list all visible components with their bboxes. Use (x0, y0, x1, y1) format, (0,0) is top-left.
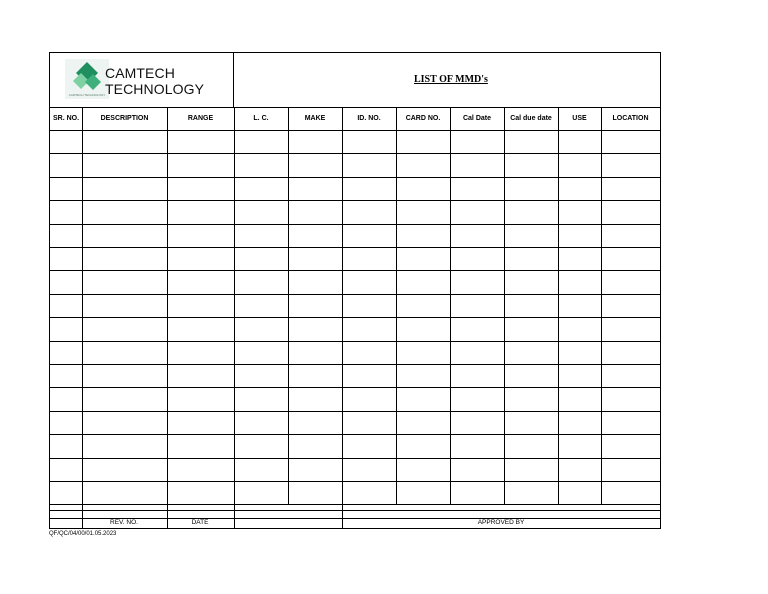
table-cell[interactable] (82, 317, 167, 340)
grid-line (396, 107, 397, 504)
table-cell[interactable] (167, 364, 234, 387)
document-number: QF/QC/04/00/01.05.2023 (49, 531, 117, 537)
table-cell[interactable] (234, 130, 288, 153)
form-title: LIST OF MMD's (414, 74, 488, 85)
table-cell[interactable] (450, 224, 504, 247)
table-cell[interactable] (601, 458, 660, 481)
table-cell[interactable] (450, 364, 504, 387)
table-cell[interactable] (167, 294, 234, 317)
table-cell[interactable] (342, 481, 396, 504)
table-cell[interactable] (234, 294, 288, 317)
table-cell[interactable] (234, 270, 288, 293)
column-header: USE (572, 115, 587, 122)
table-cell[interactable] (234, 177, 288, 200)
table-cell[interactable] (167, 317, 234, 340)
table-cell[interactable] (342, 130, 396, 153)
table-cell[interactable] (50, 270, 82, 293)
grid-line (558, 107, 559, 504)
table-cell[interactable] (288, 387, 342, 410)
grid-line (50, 364, 660, 365)
table-cell[interactable] (558, 458, 601, 481)
table-cell[interactable] (504, 434, 558, 457)
table-cell[interactable] (504, 270, 558, 293)
table-cell[interactable] (82, 411, 167, 434)
table-cell[interactable] (288, 270, 342, 293)
table-cell[interactable] (288, 224, 342, 247)
table-cell[interactable] (342, 434, 396, 457)
table-cell[interactable] (234, 247, 288, 270)
table-cell[interactable] (558, 153, 601, 176)
rev-no-label: REV. NO. (110, 519, 138, 526)
grid-line (504, 107, 505, 504)
column-header: ID. NO. (357, 115, 381, 122)
grid-line (233, 53, 234, 107)
table-cell[interactable] (558, 177, 601, 200)
table-cell[interactable] (82, 434, 167, 457)
table-cell[interactable] (50, 224, 82, 247)
table-cell[interactable] (234, 200, 288, 223)
table-cell[interactable] (82, 341, 167, 364)
grid-line (50, 504, 660, 505)
table-cell[interactable] (50, 294, 82, 317)
table-cell[interactable] (50, 153, 82, 176)
table-cell[interactable] (450, 200, 504, 223)
table-cell[interactable] (167, 411, 234, 434)
grid-line (50, 387, 660, 388)
table-cell[interactable] (342, 364, 396, 387)
table-cell[interactable] (167, 387, 234, 410)
table-row (50, 153, 660, 176)
table-cell[interactable] (50, 411, 82, 434)
table-cell[interactable] (342, 270, 396, 293)
table-cell[interactable] (342, 153, 396, 176)
table-cell[interactable] (396, 294, 450, 317)
table-cell[interactable] (167, 130, 234, 153)
table-cell[interactable] (558, 317, 601, 340)
table-cell[interactable] (50, 364, 82, 387)
table-cell[interactable] (288, 364, 342, 387)
table-cell[interactable] (288, 458, 342, 481)
table-cell[interactable] (167, 153, 234, 176)
table-cell[interactable] (601, 481, 660, 504)
table-cell[interactable] (342, 294, 396, 317)
table-cell[interactable] (342, 224, 396, 247)
table-cell[interactable] (504, 130, 558, 153)
table-cell[interactable] (601, 317, 660, 340)
table-cell[interactable] (167, 270, 234, 293)
grid-line (50, 341, 660, 342)
camtech-logo-icon (65, 59, 109, 99)
table-cell[interactable] (82, 364, 167, 387)
grid-line (50, 247, 660, 248)
table-row (50, 434, 660, 457)
table-cell[interactable] (82, 294, 167, 317)
table-cell[interactable] (558, 294, 601, 317)
table-cell[interactable] (288, 317, 342, 340)
table-cell[interactable] (504, 177, 558, 200)
table-cell[interactable] (342, 458, 396, 481)
table-cell[interactable] (504, 224, 558, 247)
table-cell[interactable] (50, 317, 82, 340)
table-cell[interactable] (558, 130, 601, 153)
table-cell[interactable] (504, 387, 558, 410)
table-row (50, 317, 660, 340)
table-cell[interactable] (234, 458, 288, 481)
table-cell[interactable] (342, 317, 396, 340)
table-cell[interactable] (601, 341, 660, 364)
grid-line (342, 504, 343, 528)
table-cell[interactable] (234, 317, 288, 340)
grid-line (50, 107, 660, 108)
grid-line (50, 481, 660, 482)
table-cell[interactable] (396, 270, 450, 293)
table-cell[interactable] (601, 247, 660, 270)
table-row (50, 224, 660, 247)
grid-line (50, 224, 660, 225)
table-row (50, 387, 660, 410)
table-cell[interactable] (234, 224, 288, 247)
table-cell[interactable] (342, 341, 396, 364)
table-cell[interactable] (288, 294, 342, 317)
svg-text:CAMTECH TECHNOLOGY: CAMTECH TECHNOLOGY (68, 93, 106, 97)
table-cell[interactable] (288, 481, 342, 504)
table-cell[interactable] (504, 317, 558, 340)
table-cell[interactable] (342, 177, 396, 200)
table-cell[interactable] (82, 200, 167, 223)
table-cell[interactable] (234, 387, 288, 410)
table-cell[interactable] (167, 481, 234, 504)
table-cell[interactable] (558, 364, 601, 387)
table-cell[interactable] (50, 177, 82, 200)
table-cell[interactable] (601, 364, 660, 387)
table-cell[interactable] (504, 364, 558, 387)
table-cell[interactable] (504, 247, 558, 270)
company-name (105, 65, 204, 97)
column-header: CARD NO. (405, 115, 441, 122)
company-name-line2: TECHNOLOGY (105, 81, 205, 97)
table-cell[interactable] (504, 458, 558, 481)
table-cell[interactable] (288, 341, 342, 364)
table-cell[interactable] (50, 481, 82, 504)
table-cell[interactable] (288, 434, 342, 457)
company-name-line1: CAMTECH (105, 65, 175, 81)
table-cell[interactable] (82, 481, 167, 504)
table-cell[interactable] (558, 341, 601, 364)
table-cell[interactable] (342, 247, 396, 270)
grid-line (50, 270, 660, 271)
column-header: Cal Date (462, 115, 491, 122)
table-cell[interactable] (50, 200, 82, 223)
table-row (50, 130, 660, 153)
table-cell[interactable] (50, 247, 82, 270)
table-cell[interactable] (504, 153, 558, 176)
grid-line (288, 107, 289, 504)
table-cell[interactable] (342, 411, 396, 434)
grid-line (167, 107, 168, 504)
table-cell[interactable] (396, 411, 450, 434)
table-cell[interactable] (82, 130, 167, 153)
table-cell[interactable] (396, 364, 450, 387)
grid-line (234, 504, 235, 528)
table-cell[interactable] (342, 387, 396, 410)
column-header: DESCRIPTION (100, 115, 149, 122)
table-cell[interactable] (396, 224, 450, 247)
table-cell[interactable] (396, 341, 450, 364)
table-row (50, 458, 660, 481)
table-cell[interactable] (82, 387, 167, 410)
table-row (50, 200, 660, 223)
table-cell[interactable] (167, 247, 234, 270)
table-cell[interactable] (234, 481, 288, 504)
table-cell[interactable] (167, 341, 234, 364)
table-row (50, 481, 660, 504)
table-cell[interactable] (288, 411, 342, 434)
table-cell[interactable] (558, 224, 601, 247)
grid-line (50, 177, 660, 178)
table-cell[interactable] (396, 130, 450, 153)
approved-by-label: APPROVED BY (477, 519, 525, 526)
table-cell[interactable] (504, 294, 558, 317)
table-cell[interactable] (558, 434, 601, 457)
table-cell[interactable] (396, 177, 450, 200)
table-cell[interactable] (234, 434, 288, 457)
table-cell[interactable] (288, 130, 342, 153)
table-cell[interactable] (82, 153, 167, 176)
table-cell[interactable] (288, 200, 342, 223)
table-cell[interactable] (601, 434, 660, 457)
table-cell[interactable] (450, 177, 504, 200)
table-cell[interactable] (396, 434, 450, 457)
table-cell[interactable] (50, 341, 82, 364)
column-header: SR. NO. (52, 115, 80, 122)
table-row (50, 341, 660, 364)
table-cell[interactable] (504, 200, 558, 223)
table-cell[interactable] (288, 247, 342, 270)
grid-line (50, 200, 660, 201)
table-cell[interactable] (450, 411, 504, 434)
table-row (50, 364, 660, 387)
table-cell[interactable] (288, 177, 342, 200)
table-cell[interactable] (288, 153, 342, 176)
table-cell[interactable] (450, 317, 504, 340)
table-cell[interactable] (396, 153, 450, 176)
table-cell[interactable] (601, 153, 660, 176)
table-cell[interactable] (450, 434, 504, 457)
table-cell[interactable] (342, 200, 396, 223)
grid-line (601, 107, 602, 504)
mmd-list-form (49, 52, 661, 529)
grid-line (50, 153, 660, 154)
table-cell[interactable] (82, 247, 167, 270)
table-cell[interactable] (450, 153, 504, 176)
table-cell[interactable] (450, 387, 504, 410)
table-cell[interactable] (396, 247, 450, 270)
column-header: Cal due date (510, 115, 552, 122)
table-cell[interactable] (396, 317, 450, 340)
table-cell[interactable] (396, 481, 450, 504)
table-cell[interactable] (50, 130, 82, 153)
table-cell[interactable] (601, 130, 660, 153)
table-cell[interactable] (601, 270, 660, 293)
table-cell[interactable] (601, 200, 660, 223)
grid-line (82, 107, 83, 504)
grid-line (50, 510, 660, 511)
grid-line (450, 107, 451, 504)
table-cell[interactable] (396, 387, 450, 410)
table-cell[interactable] (601, 411, 660, 434)
table-cell[interactable] (167, 177, 234, 200)
date-label: DATE (191, 519, 209, 526)
table-cell[interactable] (50, 387, 82, 410)
table-row (50, 247, 660, 270)
table-cell[interactable] (50, 458, 82, 481)
table-cell[interactable] (396, 200, 450, 223)
grid-line (50, 458, 660, 459)
table-cell[interactable] (234, 153, 288, 176)
table-cell[interactable] (558, 247, 601, 270)
table-cell[interactable] (450, 294, 504, 317)
grid-line (234, 107, 235, 504)
table-cell[interactable] (234, 364, 288, 387)
table-cell[interactable] (558, 200, 601, 223)
column-header: MAKE (304, 115, 326, 122)
grid-line (50, 518, 660, 519)
column-header: L. C. (253, 115, 269, 122)
table-cell[interactable] (450, 247, 504, 270)
column-header: LOCATION (612, 115, 649, 122)
table-cell[interactable] (50, 434, 82, 457)
table-cell[interactable] (82, 177, 167, 200)
column-header: RANGE (187, 115, 214, 122)
table-cell[interactable] (601, 224, 660, 247)
table-cell[interactable] (601, 177, 660, 200)
grid-line (50, 434, 660, 435)
table-cell[interactable] (82, 224, 167, 247)
table-cell[interactable] (167, 458, 234, 481)
table-cell[interactable] (504, 481, 558, 504)
table-cell[interactable] (234, 341, 288, 364)
table-cell[interactable] (450, 341, 504, 364)
table-cell[interactable] (558, 411, 601, 434)
table-cell[interactable] (450, 458, 504, 481)
table-cell[interactable] (396, 458, 450, 481)
grid-line (50, 317, 660, 318)
table-cell[interactable] (450, 481, 504, 504)
grid-line (167, 504, 168, 528)
grid-line (82, 504, 83, 528)
table-cell[interactable] (167, 434, 234, 457)
table-cell[interactable] (82, 458, 167, 481)
table-row (50, 177, 660, 200)
grid-line (50, 130, 660, 131)
table-cell[interactable] (601, 294, 660, 317)
table-row (50, 411, 660, 434)
table-cell[interactable] (558, 270, 601, 293)
table-cell[interactable] (504, 411, 558, 434)
table-cell[interactable] (167, 224, 234, 247)
table-cell[interactable] (558, 481, 601, 504)
table-row (50, 270, 660, 293)
table-cell[interactable] (601, 387, 660, 410)
grid-line (50, 294, 660, 295)
table-row (50, 294, 660, 317)
grid-line (342, 107, 343, 504)
table-cell[interactable] (450, 130, 504, 153)
table-cell[interactable] (558, 387, 601, 410)
table-cell[interactable] (234, 411, 288, 434)
grid-line (50, 411, 660, 412)
table-cell[interactable] (82, 270, 167, 293)
table-cell[interactable] (167, 200, 234, 223)
table-cell[interactable] (504, 341, 558, 364)
table-cell[interactable] (450, 270, 504, 293)
